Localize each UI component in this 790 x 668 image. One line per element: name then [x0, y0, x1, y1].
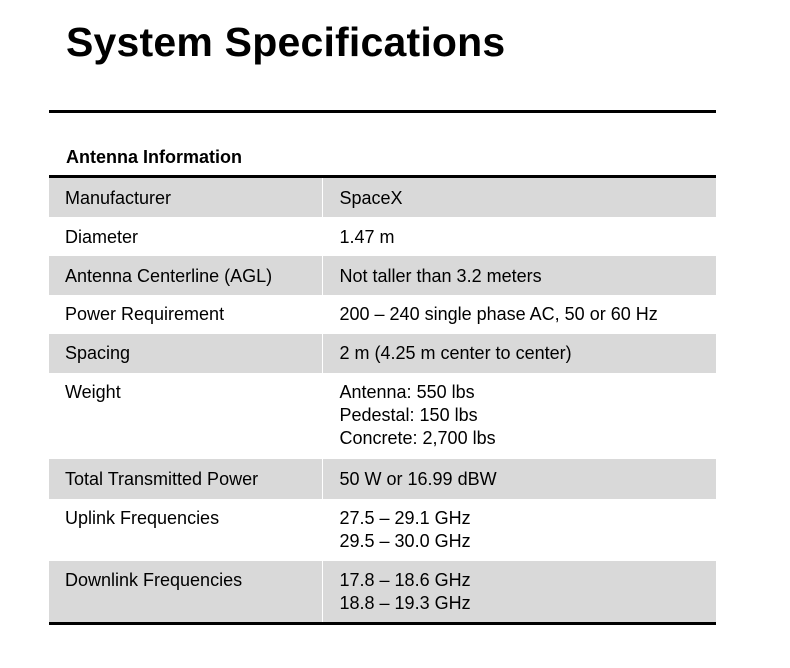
spec-value: [322, 256, 716, 295]
table-row: [49, 217, 716, 256]
spec-label: Total Transmitted Power: [49, 459, 322, 499]
spec-value: [322, 177, 716, 217]
table-row: [49, 561, 716, 624]
spec-table: [49, 175, 716, 625]
table-row: [49, 459, 716, 499]
spec-value-line: 50 W or 16.99 dBW: [339, 468, 497, 489]
spec-label: Diameter: [49, 217, 322, 256]
spec-value-line: 2 m (4.25 m center to center): [339, 342, 572, 363]
spec-label: Spacing: [49, 334, 322, 373]
spec-value-line: 17.8 – 18.6 GHz: [339, 569, 471, 590]
table-row: [49, 256, 716, 295]
spec-value-line: 29.5 – 30.0 GHz: [339, 530, 471, 551]
spec-value-line: Concrete: 2,700 lbs: [339, 427, 496, 448]
spec-value-line: 27.5 – 29.1 GHz: [339, 507, 471, 528]
section-heading: Antenna Information: [66, 147, 242, 167]
title-divider: [49, 110, 716, 113]
spec-value-line: 1.47 m: [339, 226, 395, 247]
table-row: [49, 373, 716, 459]
table-row: [49, 334, 716, 373]
spec-value: [322, 334, 716, 373]
spec-value: [322, 217, 716, 256]
spec-value-line: 200 – 240 single phase AC, 50 or 60 Hz: [339, 303, 658, 324]
spec-value: [322, 561, 716, 624]
spec-value: [322, 373, 716, 459]
spec-value-line: SpaceX: [339, 188, 403, 208]
spec-value: [322, 295, 716, 334]
spec-value-line: 18.8 – 19.3 GHz: [339, 592, 471, 613]
spec-value-line: Not taller than 3.2 meters: [339, 265, 542, 286]
spec-value: [322, 459, 716, 499]
spec-label: Power Requirement: [49, 295, 322, 334]
spec-label: Downlink Frequencies: [49, 561, 322, 624]
spec-label: Antenna Centerline (AGL): [49, 256, 322, 295]
spec-value-line: Pedestal: 150 lbs: [339, 404, 478, 425]
spec-label: Weight: [49, 373, 322, 459]
spec-label: Uplink Frequencies: [49, 499, 322, 561]
spec-value: [322, 499, 716, 561]
table-row: [49, 499, 716, 561]
spec-value-line: Antenna: 550 lbs: [339, 381, 475, 402]
table-row: [49, 295, 716, 334]
table-row: [49, 177, 716, 217]
spec-label: Manufacturer: [49, 177, 322, 217]
page-title: System Specifications: [66, 19, 506, 65]
